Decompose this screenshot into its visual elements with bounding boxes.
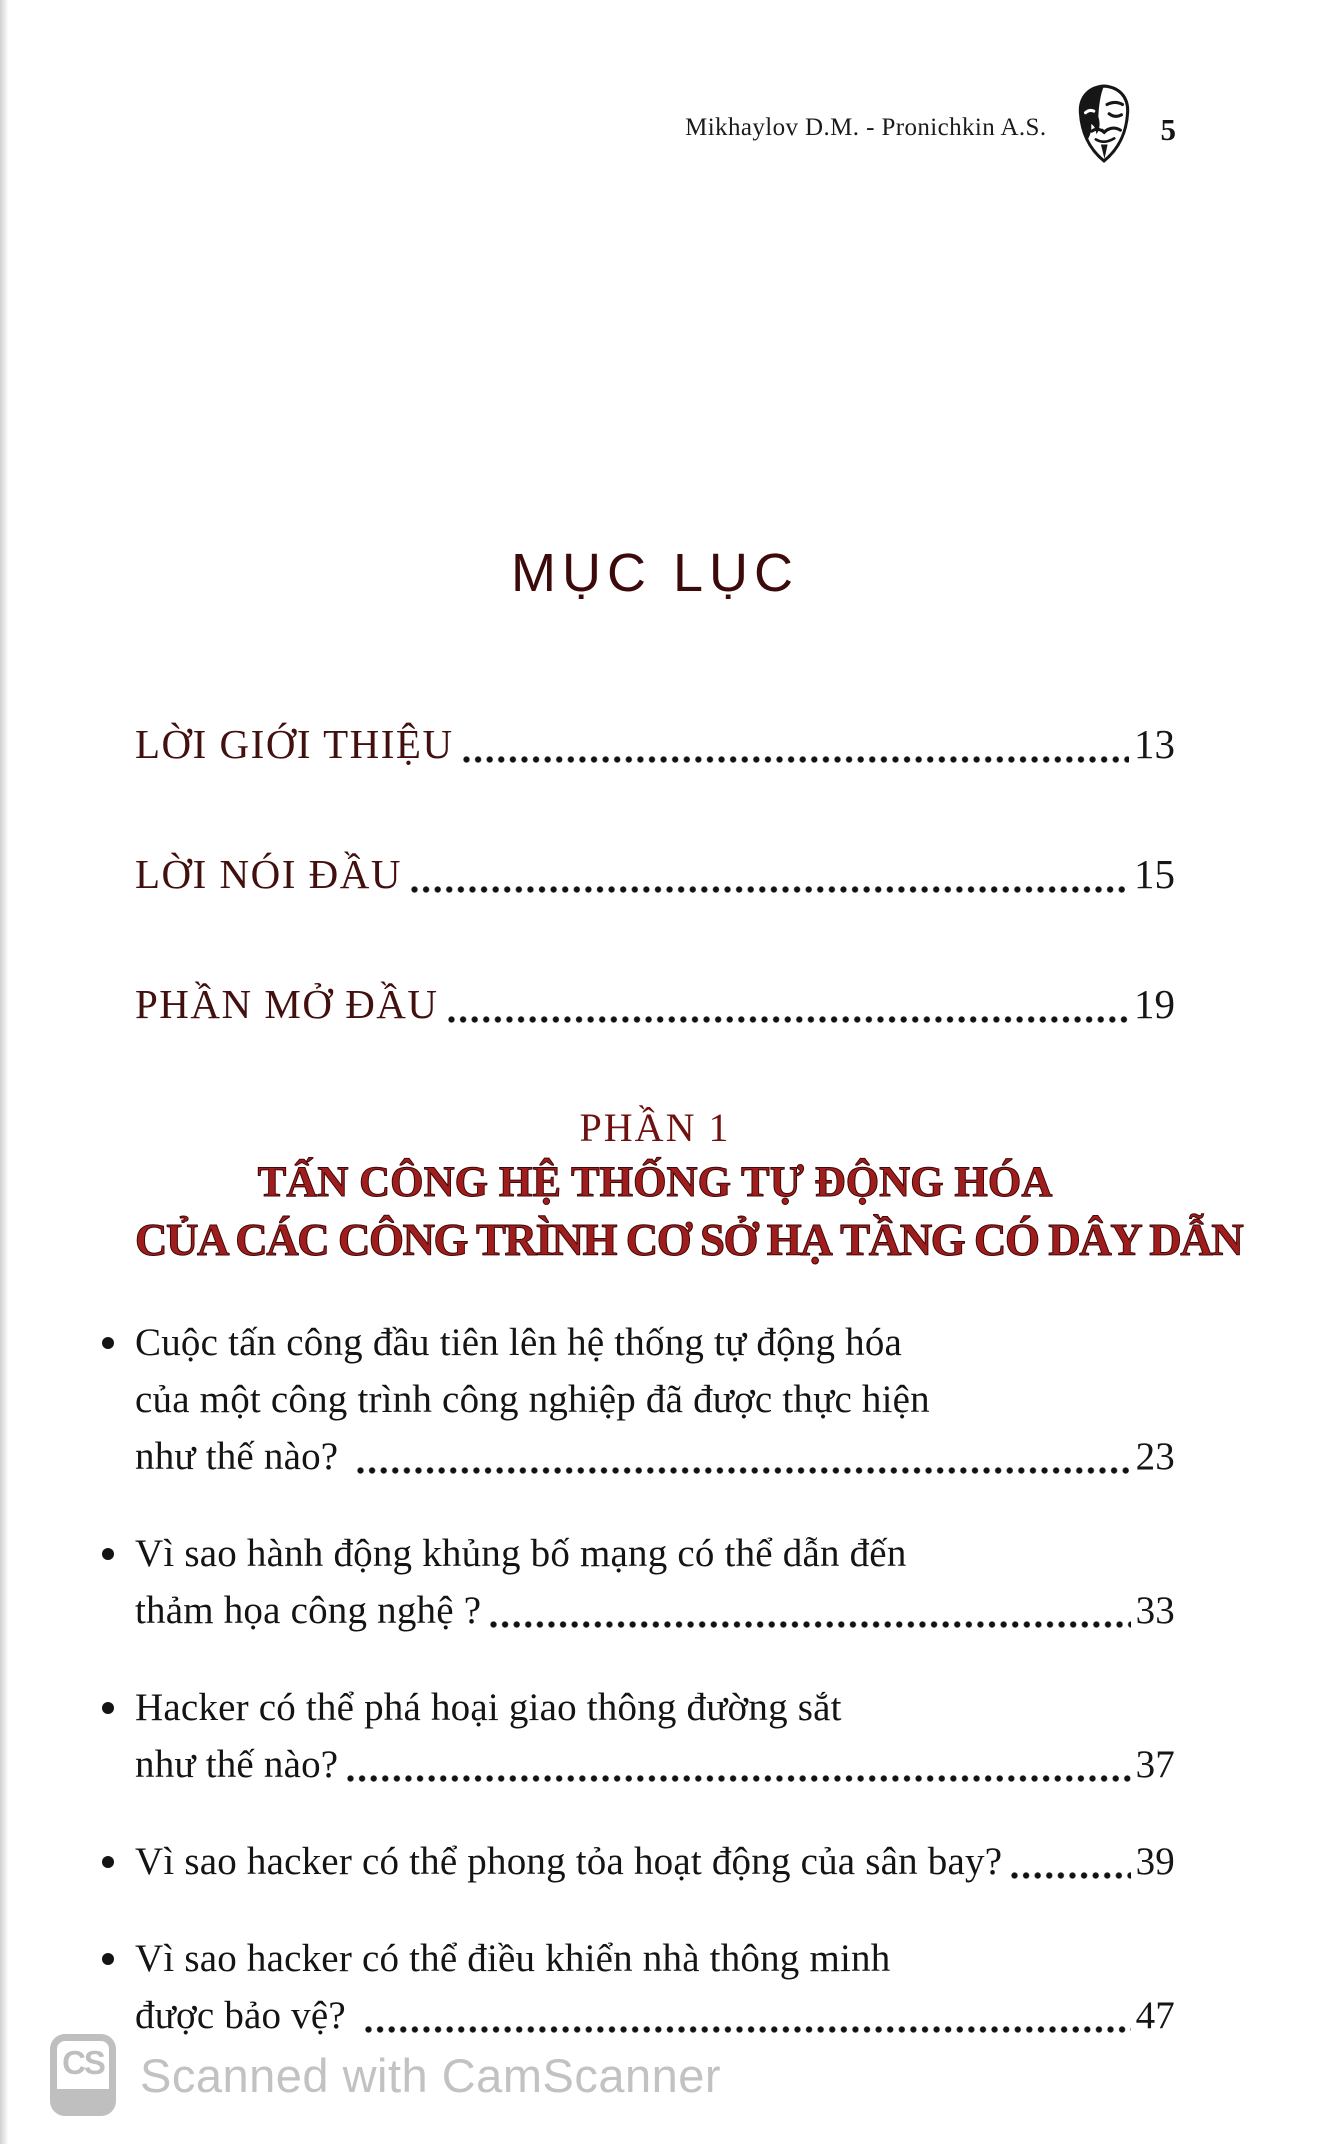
entry-text-tail: được bảo vệ? <box>135 1994 356 2037</box>
entry-page: 39 <box>1135 1840 1175 1883</box>
camscanner-footer <box>50 2034 721 2116</box>
front-entry-label: LỜI GIỚI THIỆU <box>135 721 454 767</box>
entry-text-tail: như thế nào? <box>135 1743 339 1786</box>
part-kicker: PHẦN 1 <box>579 1105 731 1150</box>
camscanner-watermark-text: Scanned with CamScanner <box>140 2048 722 2102</box>
toc-entry <box>135 1314 1175 1485</box>
toc-title: MỤC LỤC <box>510 543 799 603</box>
toc-entry <box>135 1679 1175 1793</box>
front-entry-page: 19 <box>1134 981 1175 1027</box>
toc-front-entry <box>135 844 1175 904</box>
toc-front-entry <box>135 974 1175 1034</box>
front-entry-page: 15 <box>1134 851 1175 897</box>
scan-edge-shadow <box>0 0 10 2144</box>
dot-leader <box>463 756 1129 763</box>
part-title-line1: TẤN CÔNG HỆ THỐNG TỰ ĐỘNG HÓA <box>257 1159 1053 1206</box>
entry-text-line: Cuộc tấn công đầu tiên lên hệ thống tự động hóa <box>135 1321 903 1364</box>
entry-page: 33 <box>1135 1589 1175 1632</box>
dot-leader <box>347 1775 1130 1782</box>
entry-last-line <box>135 1428 1175 1485</box>
toc-front-entry <box>135 714 1175 774</box>
toc-entry <box>135 1525 1175 1639</box>
entry-text-line: Hacker có thể phá hoại giao thông đường sắt <box>135 1686 842 1729</box>
bullet-icon <box>102 1337 114 1349</box>
front-entry-label: PHẦN MỞ ĐẦU <box>135 981 439 1027</box>
entry-page: 23 <box>1135 1435 1175 1478</box>
dot-leader <box>365 2026 1131 2033</box>
entry-page: 47 <box>1135 1994 1175 2037</box>
entry-text-tail: thảm họa công nghệ ? <box>135 1589 482 1632</box>
front-entry-label: LỜI NÓI ĐẦU <box>135 851 403 897</box>
entry-text-line: Vì sao hacker có thể điều khiển nhà thông minh <box>135 1937 891 1980</box>
entry-text-line: Vì sao hành động khủng bố mạng có thể dẫn đến <box>135 1532 907 1575</box>
entry-text-tail: Vì sao hacker có thể phong tỏa hoạt động của sân bay? <box>135 1840 1003 1883</box>
dot-leader <box>448 1016 1129 1023</box>
dot-leader <box>490 1621 1130 1628</box>
toc-entry <box>135 1833 1175 1890</box>
dot-leader <box>1011 1872 1130 1879</box>
page-number: 5 <box>1160 112 1176 147</box>
toc-entry <box>135 1930 1175 2044</box>
part-title-line2: CỦA CÁC CÔNG TRÌNH CƠ SỞ HẠ TẦNG CÓ DÂY DẪN <box>135 1215 1243 1265</box>
dot-leader <box>411 886 1129 893</box>
entry-page: 37 <box>1135 1743 1175 1786</box>
dot-leader <box>357 1467 1130 1474</box>
bullet-icon <box>102 1548 114 1560</box>
entry-text-line: của một công trình công nghiệp đã được thực hiện <box>135 1378 930 1421</box>
bullet-icon <box>102 1953 114 1965</box>
bullet-icon <box>102 1702 114 1714</box>
entry-last-line <box>135 1833 1175 1890</box>
front-entry-page: 13 <box>1134 721 1175 767</box>
entry-last-line <box>135 1582 1175 1639</box>
camscanner-logo-letters: CS <box>62 2044 104 2081</box>
authors-running-head: Mikhaylov D.M. - Pronichkin A.S. <box>685 114 1047 141</box>
entry-text-tail: như thế nào? <box>135 1435 349 1478</box>
camscanner-logo-band <box>56 2089 110 2110</box>
toc-entry-list <box>135 1314 1175 2044</box>
entry-last-line <box>135 1736 1175 1793</box>
bullet-icon <box>102 1856 114 1868</box>
toc-page <box>135 0 1243 2084</box>
camscanner-logo-icon <box>50 2034 116 2116</box>
